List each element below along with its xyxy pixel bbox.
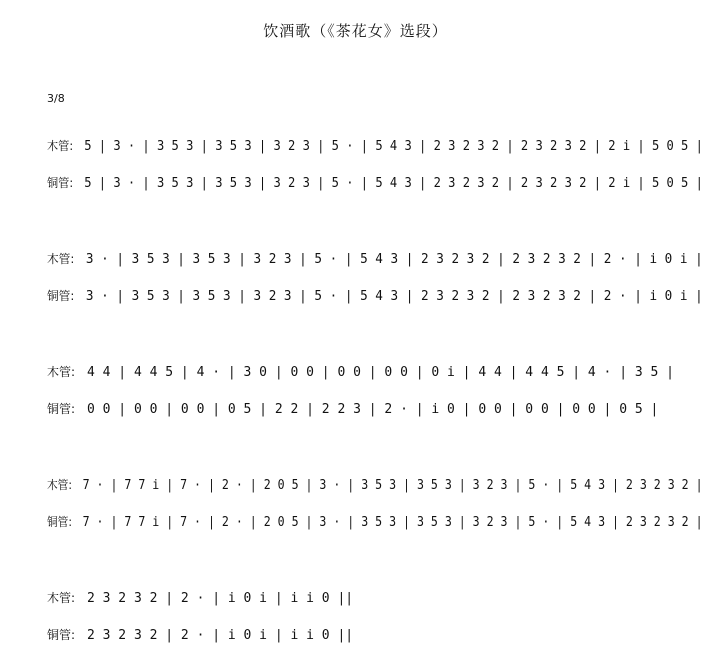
brass-row [47,513,703,533]
notation-line: 5 | 3 · | 3 5 3 | 3 5 3 | 3 2 3 | 5 · | 5 4 3 | 2 3 2 3 2 | 2 3 2 3 2 | 2 i | 5 0 5 | [84,176,703,191]
notation-line: 5 | 3 · | 3 5 3 | 3 5 3 | 3 2 3 | 5 · | 5 4 3 | 2 3 2 3 2 | 2 3 2 3 2 | 2 i | 5 0 5 | [84,139,703,154]
woodwind-row [47,476,703,496]
woodwind-row [47,137,703,157]
notation-line: 3 · | 3 5 3 | 3 5 3 | 3 2 3 | 5 · | 5 4 3 | 2 3 2 3 2 | 2 3 2 3 2 | 2 · | i 0 i | [85,252,703,267]
woodwind-row [47,250,703,270]
notation-line: 2 3 2 3 2 | 2 · | i 0 i | i i 0 || [87,591,354,606]
brass-row [47,400,658,420]
notation-line: 4 4 | 4 4 5 | 4 · | 3 0 | 0 0 | 0 0 | 0 0 | 0 i | 4 4 | 4 4 5 | 4 · | 3 5 | [87,365,674,380]
notation-line: 7 · | 7 7 i | 7 · | 2 · | 2 0 5 | 3 · | 3 5 3 | 3 5 3 | 3 2 3 | 5 · | 5 4 3 | 2 3 2 3 2 | [82,478,703,493]
instrument-label: 铜管: [47,515,72,529]
time-signature: 3/8 [47,92,65,105]
notation-line: 7 · | 7 7 i | 7 · | 2 · | 2 0 5 | 3 · | 3 5 3 | 3 5 3 | 3 2 3 | 5 · | 5 4 3 | 2 3 2 3 2 | [82,515,703,530]
notation-line: 3 · | 3 5 3 | 3 5 3 | 3 2 3 | 5 · | 5 4 3 | 2 3 2 3 2 | 2 3 2 3 2 | 2 · | i 0 i | [85,289,703,304]
instrument-label: 木管: [47,591,76,605]
instrument-label: 铜管: [47,402,76,416]
brass-row [47,626,353,646]
instrument-label: 铜管: [47,289,75,303]
instrument-label: 木管: [47,252,75,266]
instrument-label: 木管: [47,478,72,492]
instrument-label: 木管: [47,365,76,379]
instrument-label: 铜管: [47,628,76,642]
score-title: 饮酒歌（《茶花女》选段） [263,22,448,40]
woodwind-row [47,363,674,383]
instrument-label: 铜管: [47,176,74,190]
brass-row [47,287,703,307]
woodwind-row [47,589,353,609]
notation-line: 2 3 2 3 2 | 2 · | i 0 i | i i 0 || [87,628,354,643]
brass-row [47,174,703,194]
notation-line: 0 0 | 0 0 | 0 0 | 0 5 | 2 2 | 2 2 3 | 2 · | i 0 | 0 0 | 0 0 | 0 0 | 0 5 | [87,402,659,417]
instrument-label: 木管: [47,139,74,153]
